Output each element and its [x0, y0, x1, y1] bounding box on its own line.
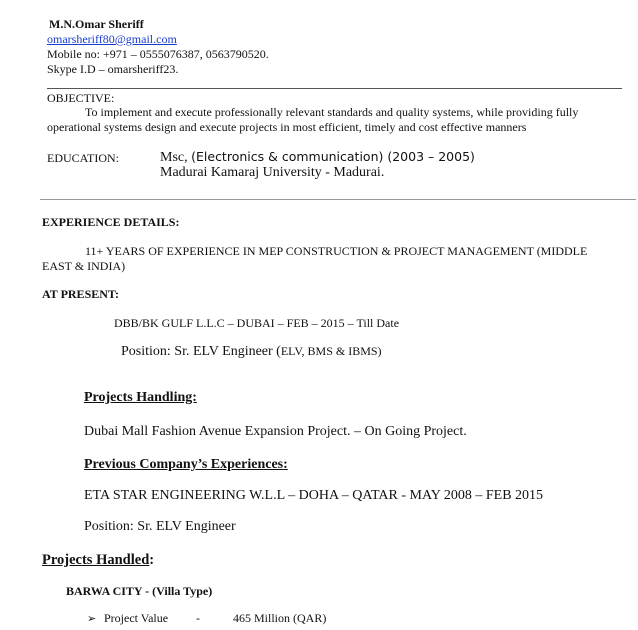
present-position	[121, 344, 382, 360]
projects-handled-heading	[42, 552, 154, 569]
experience-heading: EXPERIENCE DETAILS:	[42, 215, 180, 229]
project-name: BARWA CITY - (Villa Type)	[66, 584, 213, 598]
email-link[interactable]: omarsheriff80@gmail.com	[47, 32, 177, 46]
experience-summary-line-1: 11+ YEARS OF EXPERIENCE IN MEP CONSTRUCTION & PROJECT MANAGEMENT (MIDDLE	[85, 244, 588, 258]
header-divider	[47, 88, 622, 89]
experience-summary-line-2: EAST & INDIA)	[42, 259, 126, 273]
skype-id: Skype I.D – omarsheriff23.	[47, 62, 179, 76]
education-label: EDUCATION:	[47, 151, 119, 165]
candidate-name: M.N.Omar Sheriff	[49, 17, 144, 31]
university: Madurai Kamaraj University - Madurai.	[160, 165, 385, 180]
project-value-row	[87, 611, 327, 626]
present-heading: AT PRESENT:	[42, 287, 120, 301]
projects-handling-item: Dubai Mall Fashion Avenue Expansion Project. – On Going Project.	[84, 424, 467, 439]
education-divider	[40, 199, 636, 200]
present-position-title: Position: Sr. ELV Engineer (	[121, 344, 281, 359]
project-value: 465 Million (QAR)	[233, 611, 327, 625]
mobile-number: Mobile no: +971 – 0555076387, 0563790520.	[47, 47, 269, 61]
previous-company: ETA STAR ENGINEERING W.L.L – DOHA – QATAR - MAY 2008 – FEB 2015	[84, 488, 544, 503]
degree-prefix: Msc,	[160, 150, 192, 165]
projects-handled-colon: :	[149, 552, 155, 568]
previous-company-heading: Previous Company’s Experiences:	[84, 457, 288, 472]
previous-position: Position: Sr. ELV Engineer	[84, 519, 236, 534]
objective-line-2: operational systems design and execute projects in most efficient, timely and cost effective manners	[47, 120, 527, 134]
objective-label: OBJECTIVE:	[47, 91, 115, 105]
present-company: DBB/BK GULF L.L.C – DUBAI – FEB – 2015 – Till Date	[114, 316, 400, 330]
education-degree	[160, 149, 475, 166]
present-position-scope: ELV, BMS & IBMS)	[280, 344, 382, 358]
objective-line-1: To implement and execute professionally relevant standards and quality systems, while providing fully	[85, 105, 579, 119]
projects-handling-heading: Projects Handling:	[84, 390, 197, 405]
degree-detail: (Electronics & communication) (2003 – 2005)	[191, 149, 475, 164]
arrow-bullet-icon: ➢	[87, 612, 97, 625]
project-value-dash: -	[196, 611, 200, 625]
projects-handled-title: Projects Handled	[42, 552, 150, 568]
project-value-label: Project Value	[104, 611, 169, 625]
